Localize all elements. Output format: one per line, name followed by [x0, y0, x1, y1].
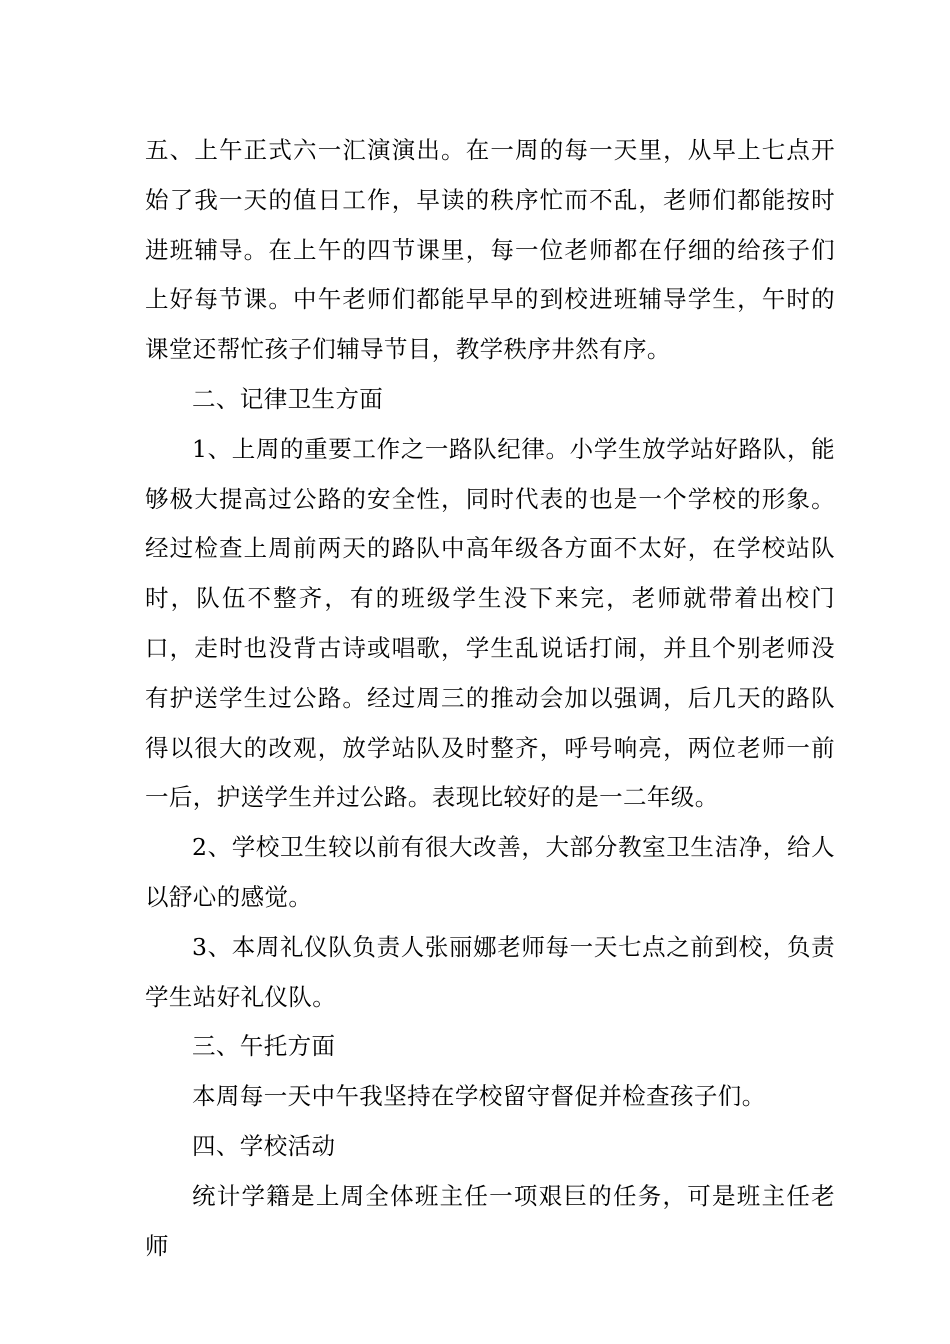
paragraph-noon-care: 本周每一天中午我坚持在学校留守督促并检查孩子们。	[192, 1082, 766, 1111]
paragraph-school-hygiene: 2、学校卫生较以前有很大改善，大部分教室卫生洁净，给人以舒心的感觉。	[145, 833, 835, 911]
paragraph-etiquette-team: 3、本周礼仪队负责人张丽娜老师每一天七点之前到校，负责学生站好礼仪队。	[145, 932, 835, 1011]
heading-discipline-hygiene: 二、记律卫生方面	[192, 384, 384, 413]
heading-school-activities: 四、学校活动	[192, 1131, 336, 1160]
heading-noon-care: 三、午托方面	[192, 1032, 336, 1061]
paragraph-queue-discipline: 1、上周的重要工作之一路队纪律。小学生放学站好路队，能够极大提高过公路的安全性，同时代表的也是一个学校的形象。经过检查上周前两天的路队中高年级各方面不太好，在学校站队时，队伍不整齐，有的班级学生没下来完，老师就带着出校门口，走时也没背古诗或唱歌，学生乱说话打闹，并且个别老师没有护送学生过公路。经过周三的推动会加以强调，后几天的路队得以很大的改观，放学站队及时整齐，呼号响亮，两位老师一前一后，护送学生并过公路。表现比较好的是一二年级。	[145, 434, 835, 812]
paragraph-performance: 五、上午正式六一汇演演出。在一周的每一天里，从早上七点开始了我一天的值日工作，早读的秩序忙而不乱，老师们都能按时进班辅导。在上午的四节课里，每一位老师都在仔细的给孩子们上好每节课。中午老师们都能早早的到校进班辅导学生，午时的课堂还帮忙孩子们辅导节目，教学秩序井然有序。	[145, 136, 835, 364]
document-body	[145, 126, 835, 1271]
paragraph-student-records: 统计学籍是上周全体班主任一项艰巨的任务，可是班主任老师	[145, 1181, 835, 1260]
